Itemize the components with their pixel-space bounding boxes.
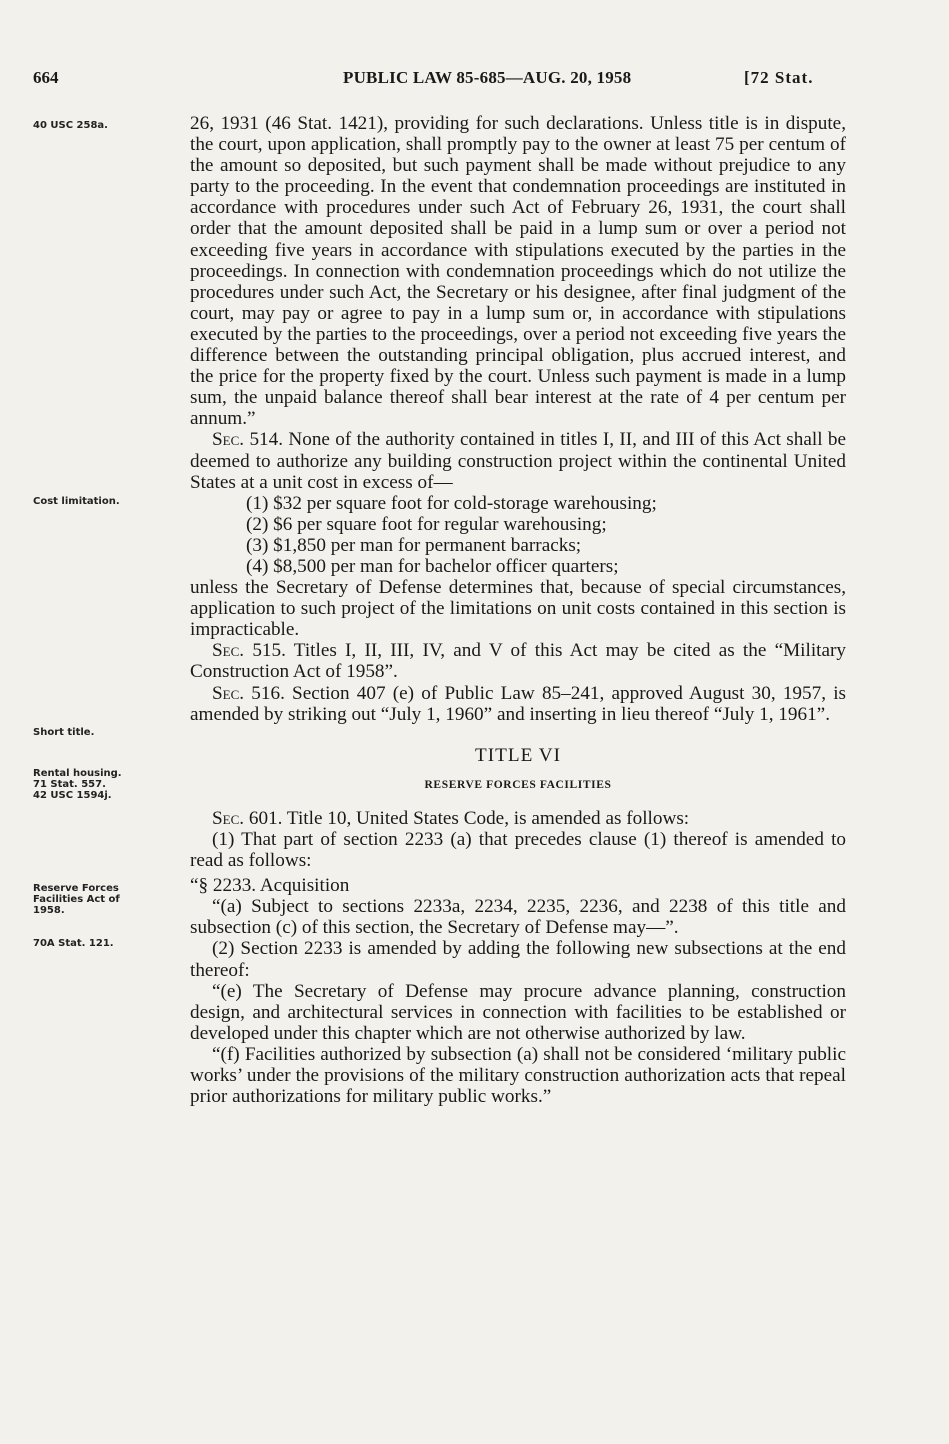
list-item: (4) $8,500 per man for bachelor officer quarters; [246,555,619,577]
page-number: 664 [33,68,59,87]
list-item: (3) $1,850 per man for permanent barracks; [246,534,582,556]
margin-note-rental-housing: Rental housing. 71 Stat. 557. 42 USC 1594j. [33,768,122,801]
section-601: Sec. 601. Title 10, United States Code, is amended as follows: [212,807,690,829]
running-title: PUBLIC LAW 85-685—AUG. 20, 1958 [343,68,632,87]
margin-note-70a-stat: 70A Stat. 121. [33,938,114,949]
title-vi-subheading: RESERVE FORCES FACILITIES [424,778,612,791]
running-header [0,68,949,90]
subsection-a: “(a) Subject to sections 2233a, 2234, 2235, 2236, and 2238 of this title and subsection (c) of this section, the Secretary of Defense may—”. [190,896,846,939]
margin-note-cost-limitation: Cost limitation. [33,496,120,507]
margin-note-short-title: Short title. [33,727,95,738]
subsection-e: “(e) The Secretary of Defense may procure advance planning, construction design, and architectural services in connection with facilities to be established or developed under this chapter which are not otherwise authorized by law. [190,980,846,1044]
amendment-2: (2) Section 2233 is amended by adding the following new subsections at the end thereof: [190,938,846,981]
subsection-f: “(f) Facilities authorized by subsection (a) shall not be considered ‘military public works’ under the provisions of the military construction authorization acts that repeal prior authorizations for military public works.” [190,1043,846,1108]
amendment-1: (1) That part of section 2233 (a) that precedes clause (1) thereof is amended to read as follows: [190,829,846,872]
section-515: Sec. 515. Titles I, II, III, IV, and V of this Act may be cited as the “Military Construction Act of 1958”. [190,640,846,683]
section-514: Sec. 514. None of the authority contained in titles I, II, and III of this Act shall be deemed to authorize any building construction project within the continental United States at a unit cost in excess of— [190,429,846,493]
list-item: (1) $32 per square foot for cold-storage warehousing; [246,492,657,514]
title-vi-heading: TITLE VI [475,744,561,766]
list-item: (2) $6 per square foot for regular warehousing; [246,513,607,535]
section-2233-heading: “§ 2233. Acquisition [190,875,350,897]
body-text [190,113,846,1107]
section-514-tail: unless the Secretary of Defense determines that, because of special circumstances, application to such project of the limitations on unit costs contained in this section is impracticable. [190,577,846,641]
paragraph-continuation: 26, 1931 (46 Stat. 1421), providing for such declarations. Unless title is in dispute, the court, upon application, shall promptly pay to the owner at least 75 per centum of the amount so deposited, but such payment shall be made without prejudice to any party to the proceeding. In the event that condemnation proceedings are instituted in accordance with procedures under such Act of February 26, 1931, the court shall order that the amount deposited shall be paid in a lump sum or over a period not exceeding five years in accordance with stipulations executed by the parties in the proceedings. In connection with condemnation proceedings which do not utilize the procedures under such Act, the Secretary or his designee, after final judgment of the court, may pay or agree to pay in a lump sum or, in accordance with stipulations executed by the parties to the proceedings, over a period not exceeding five years the difference between the outstanding principal obligation, plus accrued interest, and the price for the property fixed by the court. Unless such payment is made in a lump sum, the unpaid balance thereof shall bear interest at the rate of 4 per centum per annum.” [190,113,846,430]
stat-reference: [72 Stat. [744,68,814,87]
section-516: Sec. 516. Section 407 (e) of Public Law 85–241, approved August 30, 1957, is amended by striking out “July 1, 1960” and inserting in lieu thereof “July 1, 1961”. [190,682,846,725]
margin-note-usc-258a: 40 USC 258a. [33,120,108,131]
margin-note-reserve-forces: Reserve Forces Facilities Act of 1958. [33,883,120,916]
